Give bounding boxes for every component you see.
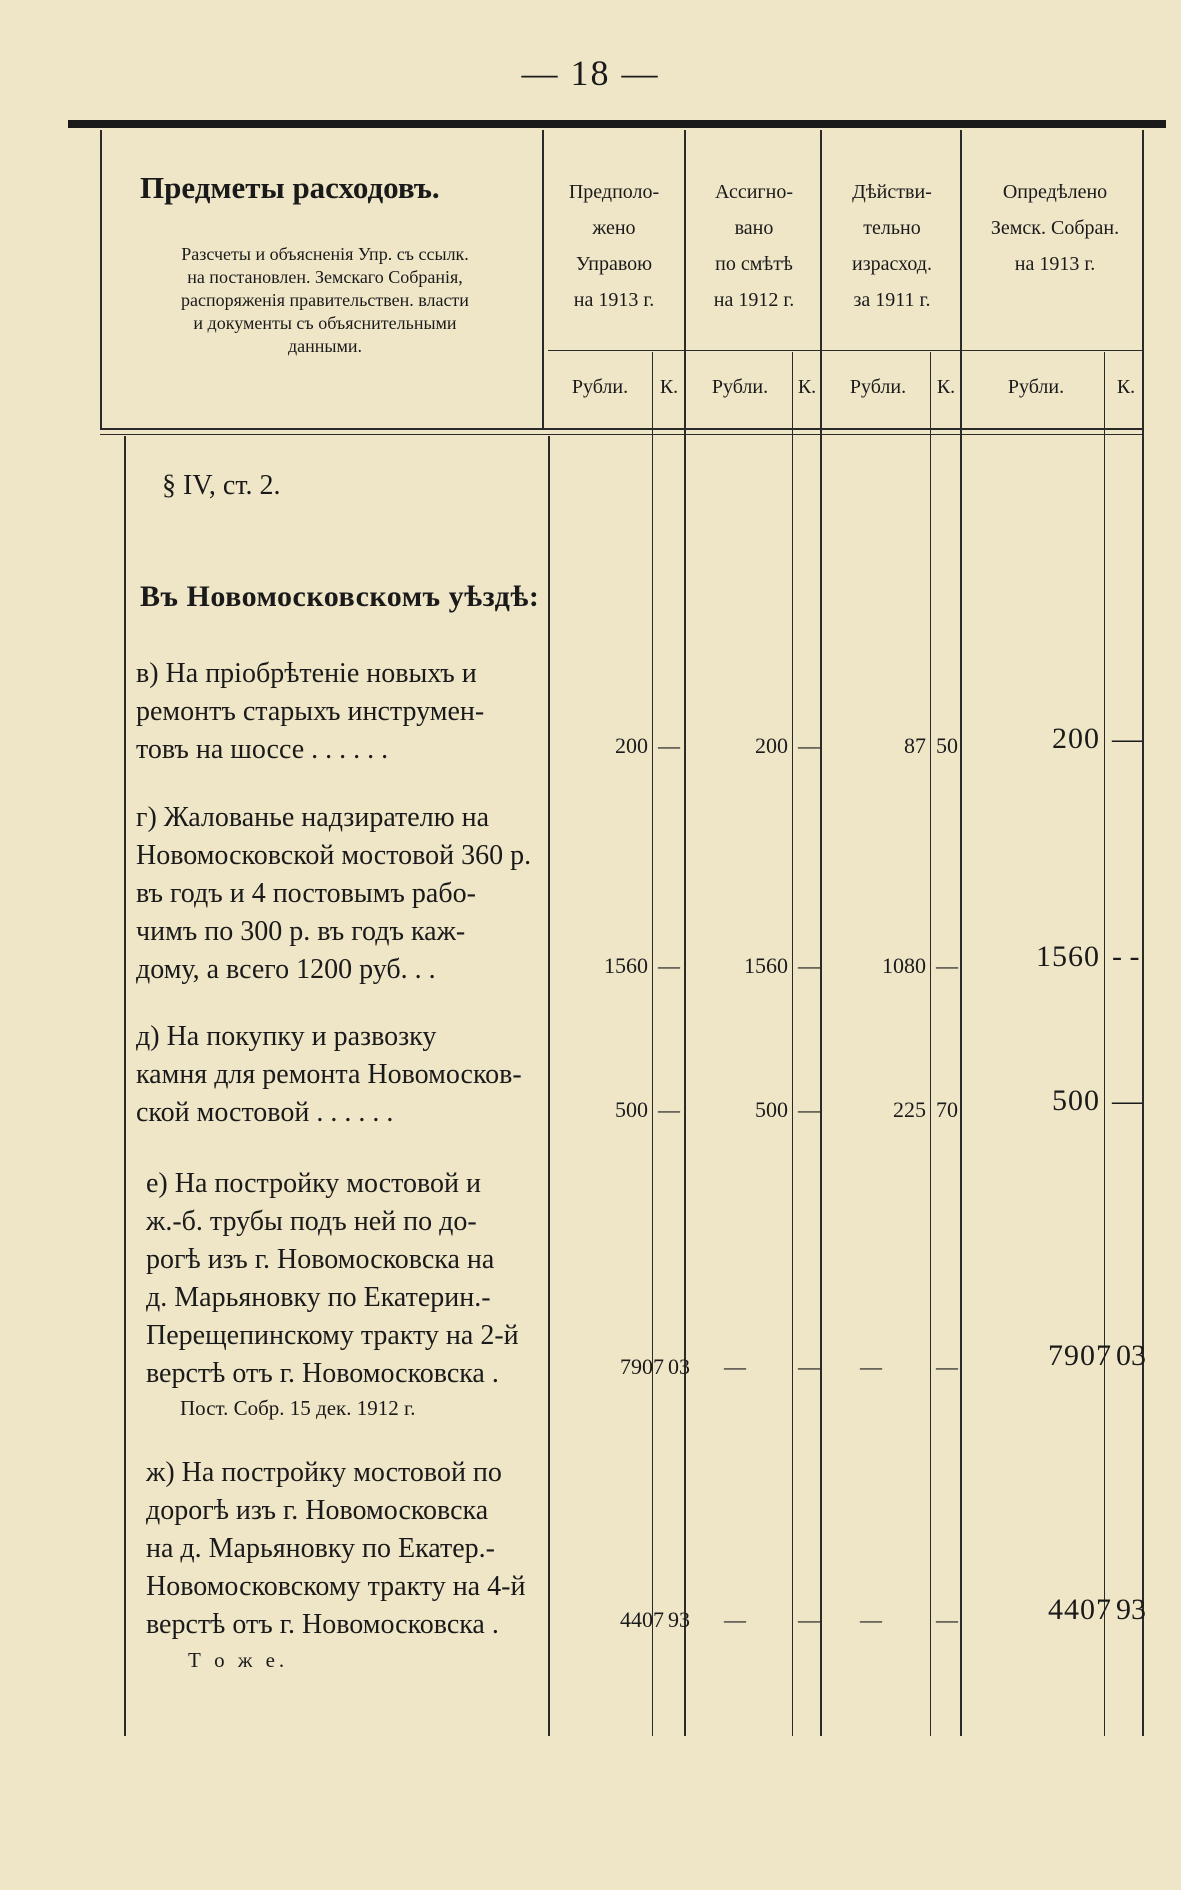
kop-divider-3 — [930, 352, 931, 1736]
value-spent: 225 — [893, 1097, 926, 1122]
kop-approved: 93 — [1116, 1593, 1146, 1626]
col-header-assigned: Ассигно- вано по смѣтѣ на 1912 г. — [713, 181, 795, 311]
value-assigned: — — [724, 1354, 746, 1379]
item-note: Пост. Собр. 15 дек. 1912 г. — [180, 1396, 416, 1420]
col-header-planned: Предполо- жено Управою на 1913 г. — [568, 181, 660, 311]
kop-approved: - - — [1112, 940, 1140, 973]
body-left-border — [124, 436, 126, 1736]
kop-planned: — — [658, 733, 680, 758]
unit-rub-2: Рубли. — [711, 376, 769, 398]
page-number: — 18 — — [521, 53, 660, 93]
header-title: Предметы расходовъ. — [140, 170, 440, 205]
value-planned: 7907 — [620, 1354, 664, 1379]
kop-assigned: — — [798, 733, 820, 758]
value-spent: — — [860, 1354, 882, 1379]
kop-spent: 70 — [936, 1097, 958, 1122]
list-item: г) Жалованье надзирателю на Новомосковской мостовой 360 р. въ годъ и 4 постовымъ рабо- чимъ по 300 р. въ годъ каж- дому, а всего 1200 руб. . . — [136, 802, 532, 985]
value-spent: 1080 — [882, 953, 926, 978]
col-header-approved: Опредѣлено Земск. Собран. на 1913 г. — [990, 181, 1120, 275]
unit-kop-1: К. — [659, 376, 679, 398]
value-assigned: 1560 — [744, 953, 788, 978]
col2-divider — [820, 130, 822, 1736]
kop-assigned: — — [798, 953, 820, 978]
unit-kop-4: К. — [1116, 376, 1136, 398]
value-approved: 7907 — [1048, 1339, 1112, 1372]
value-assigned: — — [724, 1607, 746, 1632]
district-heading: Въ Новомосковскомъ уѣздѣ: — [140, 580, 540, 613]
top-rule — [68, 120, 1166, 128]
value-assigned: 200 — [755, 733, 788, 758]
value-approved: 200 — [1052, 722, 1100, 755]
value-assigned: 500 — [755, 1097, 788, 1122]
value-planned: 200 — [615, 733, 648, 758]
unit-rub-1: Рубли. — [571, 376, 629, 398]
value-approved: 1560 — [1036, 940, 1100, 973]
kop-approved: — — [1112, 722, 1142, 755]
col3-divider — [960, 130, 962, 1736]
kop-approved: 03 — [1116, 1339, 1146, 1372]
col1-divider — [684, 130, 686, 1736]
unit-rub-3: Рубли. — [849, 376, 907, 398]
unit-kop-2: К. — [797, 376, 817, 398]
value-spent: — — [860, 1607, 882, 1632]
header-bottom-rule-2 — [100, 434, 1144, 435]
text-col-border-head — [542, 130, 544, 430]
value-spent: 87 — [904, 733, 926, 758]
kop-assigned: — — [798, 1097, 820, 1122]
kop-assigned: — — [798, 1607, 820, 1632]
kop-planned: 93 — [668, 1607, 690, 1632]
value-planned: 500 — [615, 1097, 648, 1122]
unit-kop-3: К. — [936, 376, 956, 398]
kop-spent: — — [936, 953, 958, 978]
kop-divider-2 — [792, 352, 793, 1736]
value-approved: 4407 — [1048, 1593, 1112, 1626]
kop-spent: — — [936, 1607, 958, 1632]
list-item: д) На покупку и развозку камня для ремонта Новомосков- ской мостовой . . . . . . — [136, 1021, 522, 1128]
kop-spent: 50 — [936, 733, 958, 758]
value-planned: 4407 — [620, 1607, 664, 1632]
unit-rule — [548, 350, 1142, 351]
kop-divider-1 — [652, 352, 653, 1736]
kop-planned: — — [658, 953, 680, 978]
kop-spent: — — [936, 1354, 958, 1379]
header-subtitle: Разсчеты и объясненія Упр. съ ссылк. на постановлен. Земскаго Собранія, распоряженія правительствен. власти и документы съ объяснительными данными. — [181, 244, 469, 356]
list-item: ж) На постройку мостовой по дорогѣ изъ г. Новомосковска на д. Марьяновку по Екатер.- Новомосковскому тракту на 4-й верстѣ отъ г. Новомосковска . — [146, 1457, 526, 1640]
left-border — [100, 130, 102, 430]
list-item: е) На постройку мостовой и ж.-б. трубы подъ ней по до- рогѣ изъ г. Новомосковска на д. Марьяновку по Екатерин.- Перещепинскому тракту на 2-й верстѣ отъ г. Новомосковска . — [146, 1168, 519, 1389]
kop-planned: 03 — [668, 1354, 690, 1379]
value-approved: 500 — [1052, 1084, 1100, 1117]
right-border — [1142, 130, 1144, 1736]
item-note: Т о ж е. — [188, 1648, 289, 1672]
unit-rub-4: Рубли. — [1007, 376, 1065, 398]
list-item: в) На пріобрѣтеніе новыхъ и ремонтъ старыхъ инструмен- товъ на шоссе . . . . . . — [136, 658, 485, 765]
section-label: § IV, ст. 2. — [162, 470, 281, 501]
value-planned: 1560 — [604, 953, 648, 978]
kop-divider-4 — [1104, 352, 1105, 1736]
header-bottom-rule — [100, 428, 1144, 430]
kop-planned: — — [658, 1097, 680, 1122]
kop-assigned: — — [798, 1354, 820, 1379]
col-header-spent: Дѣйстви- тельно израсход. за 1911 г. — [852, 181, 932, 311]
kop-approved: — — [1112, 1084, 1142, 1117]
